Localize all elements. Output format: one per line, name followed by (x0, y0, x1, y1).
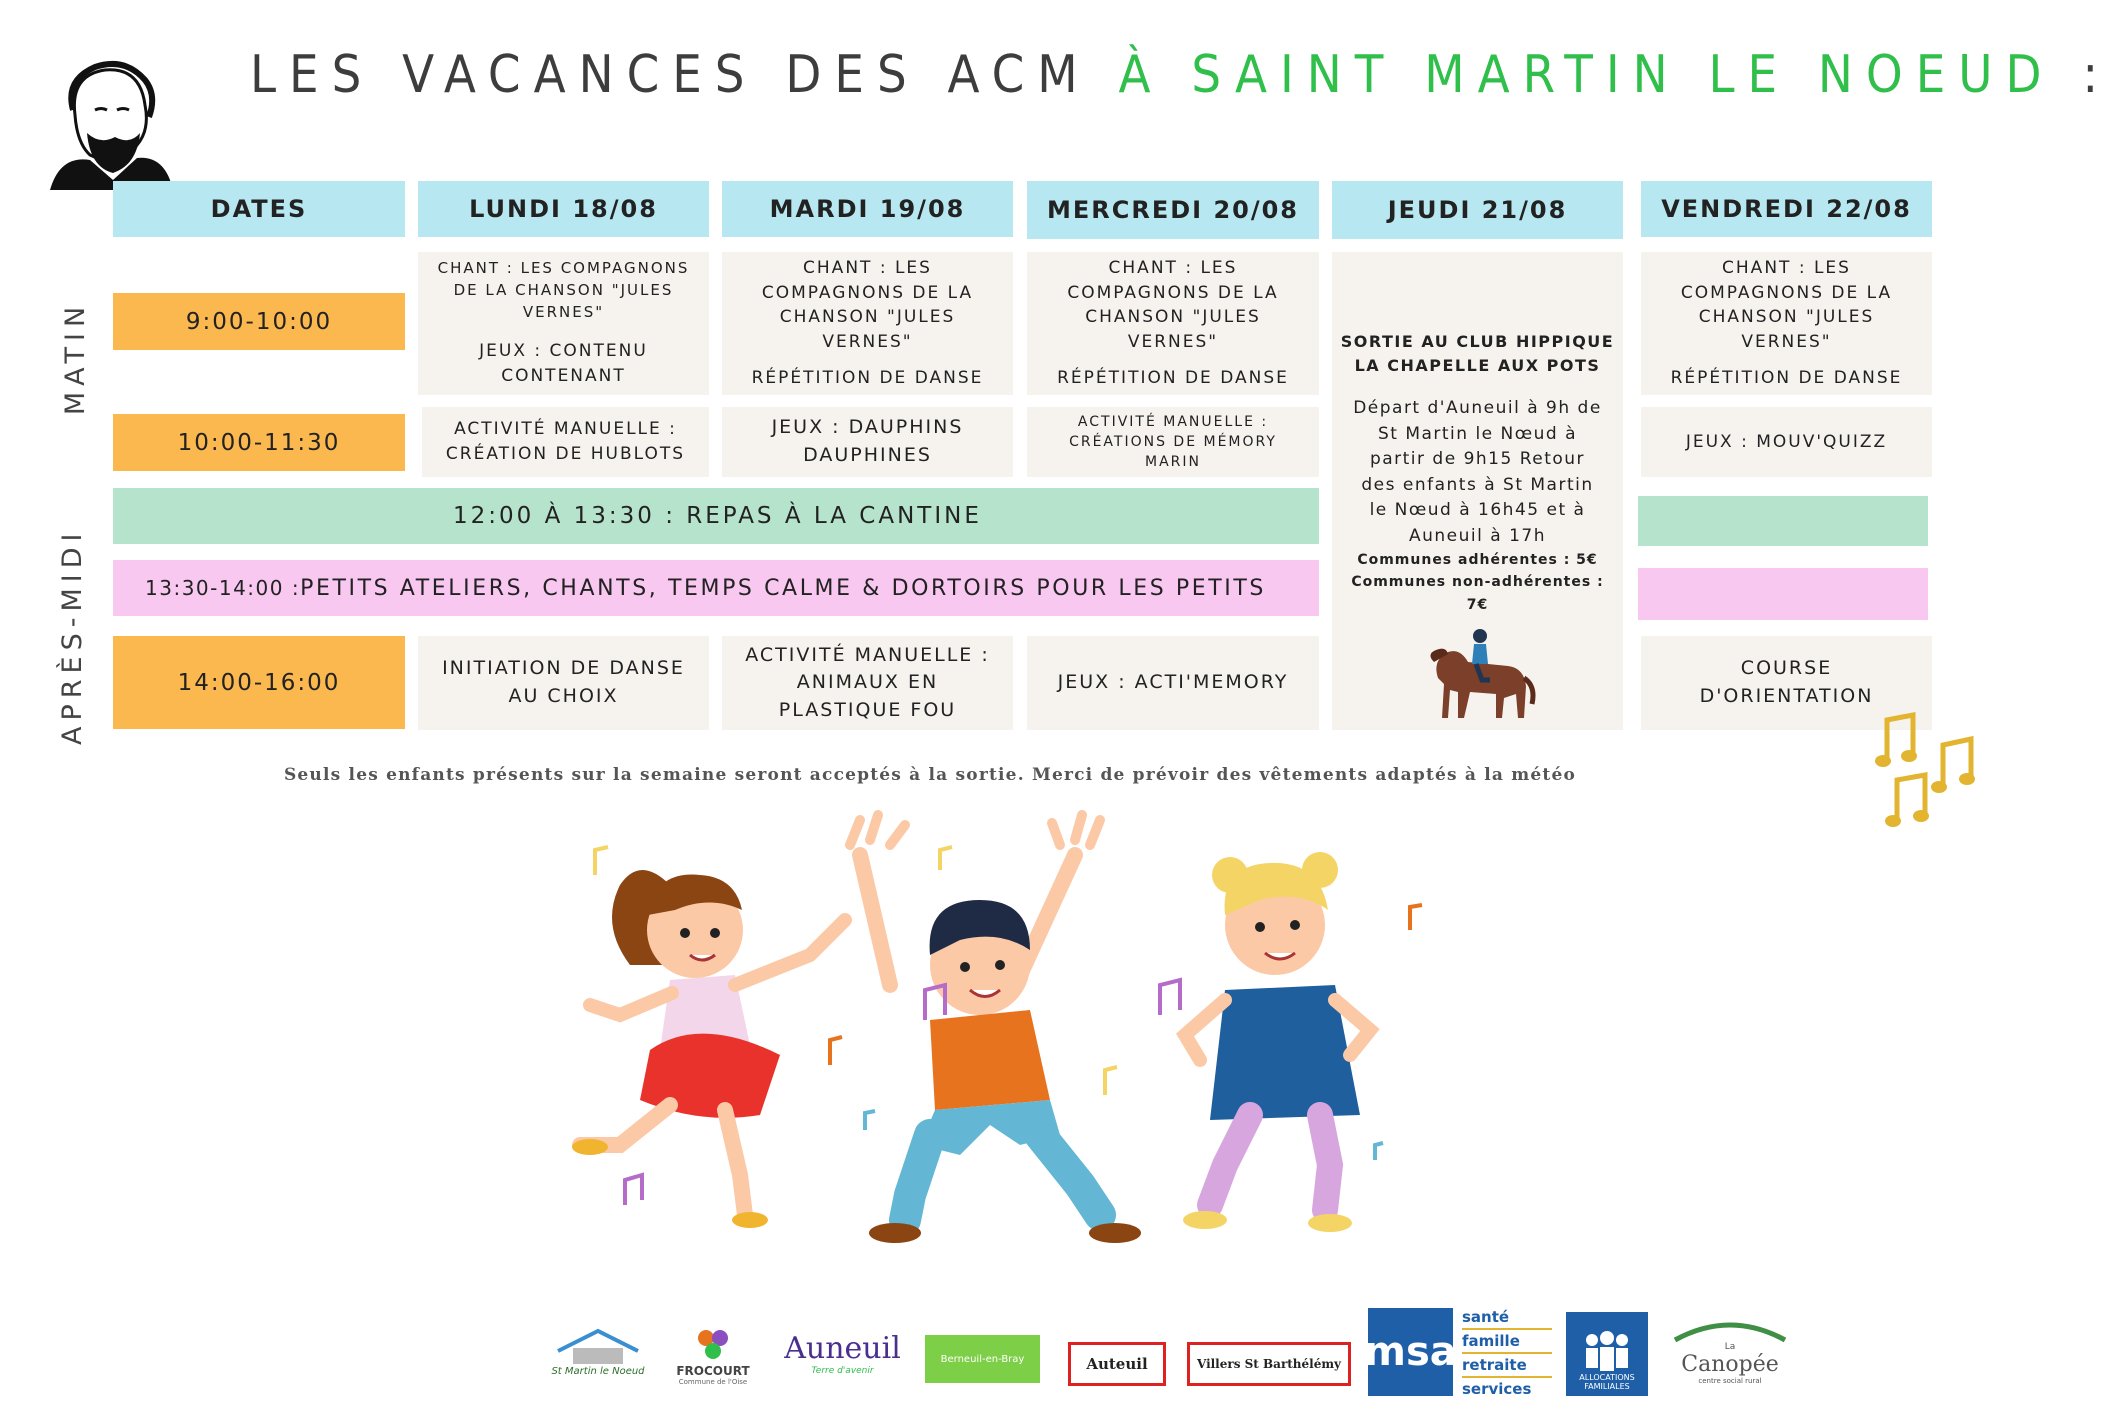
portrait-illustration (45, 55, 175, 190)
logo-auteuil-text: Auteuil (1086, 1355, 1148, 1373)
quiet-time-label: PETITS ATELIERS, CHANTS, TEMPS CALME & DORTOIRS POUR LES PETITS (300, 575, 1266, 601)
logo-canopee-sub: centre social rural (1698, 1376, 1762, 1385)
activity-friday-slot1 (1641, 252, 1932, 395)
canopee-arc-icon (1670, 1320, 1790, 1342)
logo-msa-lines (1462, 1306, 1552, 1398)
logo-msa-text: msa (1364, 1329, 1457, 1375)
activity-wednesday-slot3: JEUX : ACTI'MEMORY (1027, 636, 1319, 730)
logo-msa-line: services (1462, 1380, 1532, 1398)
activity-line: RÉPÉTITION DE DANSE (751, 368, 984, 389)
logo-canopee-text: Canopée (1681, 1351, 1779, 1377)
logo-canopee (1665, 1312, 1795, 1392)
logo-villers (1187, 1342, 1351, 1386)
logo-msa (1364, 1308, 1457, 1396)
logo-msa-line: retraite (1462, 1354, 1552, 1378)
header-thursday: JEUDI 21/08 (1332, 181, 1623, 239)
logo-berneuil-text: Berneuil-en-Bray (940, 1353, 1025, 1365)
house-icon (553, 1326, 643, 1366)
time-slot-1: 9:00-10:00 (113, 293, 405, 350)
header-dates: DATES (113, 181, 405, 237)
activity-friday-slot2: JEUX : MOUV'QUIZZ (1641, 407, 1932, 477)
lunch-text: 12:00 À 13:30 : REPAS À LA CANTINE (453, 503, 982, 529)
activity-tuesday-slot3: ACTIVITÉ MANUELLE : ANIMAUX EN PLASTIQUE FOU (722, 636, 1013, 730)
outing-details: Départ d'Auneuil à 9h de St Martin le Nœud à partir de 9h15 Retour des enfants à St Martin le Nœud à 16h45 et à Auneuil à 17h (1353, 398, 1602, 546)
logo-msa-line: santé (1462, 1306, 1552, 1330)
header-monday: LUNDI 18/08 (418, 181, 709, 237)
logo-caf (1566, 1312, 1648, 1396)
logo-frocourt-text: FROCOURT (676, 1364, 750, 1378)
logo-canopee-la: La (1724, 1341, 1736, 1352)
footer-note: Seuls les enfants présents sur la semaine seront acceptés à la sortie. Merci de prévoir des vêtements adaptés à la météo (283, 765, 1577, 785)
logo-auneuil (785, 1318, 900, 1388)
activity-line: JEUX : CONTENU CONTENANT (479, 341, 648, 387)
music-notes-icon (1875, 715, 1985, 825)
activity-wednesday-slot1 (1027, 252, 1319, 395)
quiet-time-band-friday (1638, 568, 1928, 620)
header-wednesday: MERCREDI 20/08 (1027, 181, 1319, 239)
section-label-afternoon: APRÈS-MIDI (57, 527, 88, 745)
activity-monday-slot2: ACTIVITÉ MANUELLE : CRÉATION DE HUBLOTS (422, 407, 709, 477)
section-label-morning: MATIN (60, 300, 91, 416)
time-slot-3: 14:00-16:00 (113, 636, 405, 729)
activity-monday-slot3: INITIATION DE DANSE AU CHOIX (418, 636, 709, 730)
logo-caf-text: ALLOCATIONS FAMILIALES (1579, 1373, 1635, 1392)
logo-frocourt-sub: Commune de l'Oise (678, 1378, 748, 1386)
logo-auteuil (1068, 1342, 1166, 1386)
logo-villers-text: Villers St Barthélémy (1196, 1357, 1342, 1371)
page-title: LES VACANCES DES ACM À SAINT MARTIN LE NOEUD : (250, 45, 2111, 105)
logo-auneuil-sub: Terre d'avenir (811, 1365, 874, 1376)
activity-tuesday-slot1 (722, 252, 1013, 395)
dancing-children-illustration (560, 815, 1440, 1255)
logo-berneuil (925, 1335, 1040, 1383)
outing-price-non-members: Communes non-adhérentes : 7€ (1351, 574, 1604, 613)
lunch-band-friday (1638, 496, 1928, 546)
header-friday: VENDREDI 22/08 (1641, 181, 1932, 237)
time-slot-2: 10:00-11:30 (113, 414, 405, 471)
logo-frocourt (668, 1315, 758, 1395)
activity-line: RÉPÉTITION DE DANSE (1057, 368, 1289, 389)
activity-line: RÉPÉTITION DE DANSE (1670, 368, 1903, 389)
activity-line: CHANT : LES COMPAGNONS DE LA CHANSON "JULES VERNES" (437, 259, 690, 321)
horse-rider-icon (1420, 628, 1540, 720)
quiet-time-text (145, 560, 1315, 616)
activity-line: CHANT : LES COMPAGNONS DE LA CHANSON "JULES VERNES" (1067, 258, 1279, 352)
activity-friday-slot3: COURSE D'ORIENTATION (1641, 636, 1932, 730)
logo-st-martin-text: St Martin le Noeud (551, 1365, 645, 1377)
header-tuesday: MARDI 19/08 (722, 181, 1013, 237)
activity-line: CHANT : LES COMPAGNONS DE LA CHANSON "JULES VERNES" (761, 258, 974, 352)
activity-monday-slot1 (418, 252, 709, 395)
quiet-time-range: 13:30-14:00 : (145, 576, 301, 600)
activity-wednesday-slot2: ACTIVITÉ MANUELLE : CRÉATIONS DE MÉMORY MARIN (1027, 407, 1319, 477)
activity-tuesday-slot2: JEUX : DAUPHINS DAUPHINES (722, 407, 1013, 477)
logo-st-martin (548, 1315, 648, 1387)
outing-title: SORTIE AU CLUB HIPPIQUE LA CHAPELLE AUX POTS (1340, 332, 1615, 375)
caf-family-icon (1577, 1330, 1637, 1374)
frocourt-emblem-icon (688, 1324, 738, 1364)
outing-price-members: Communes adhérentes : 5€ (1357, 552, 1598, 568)
logo-auneuil-text: Auneuil (784, 1330, 901, 1366)
activity-line: CHANT : LES COMPAGNONS DE LA CHANSON "JULES VERNES" (1680, 258, 1893, 352)
logo-msa-line: famille (1462, 1330, 1552, 1354)
